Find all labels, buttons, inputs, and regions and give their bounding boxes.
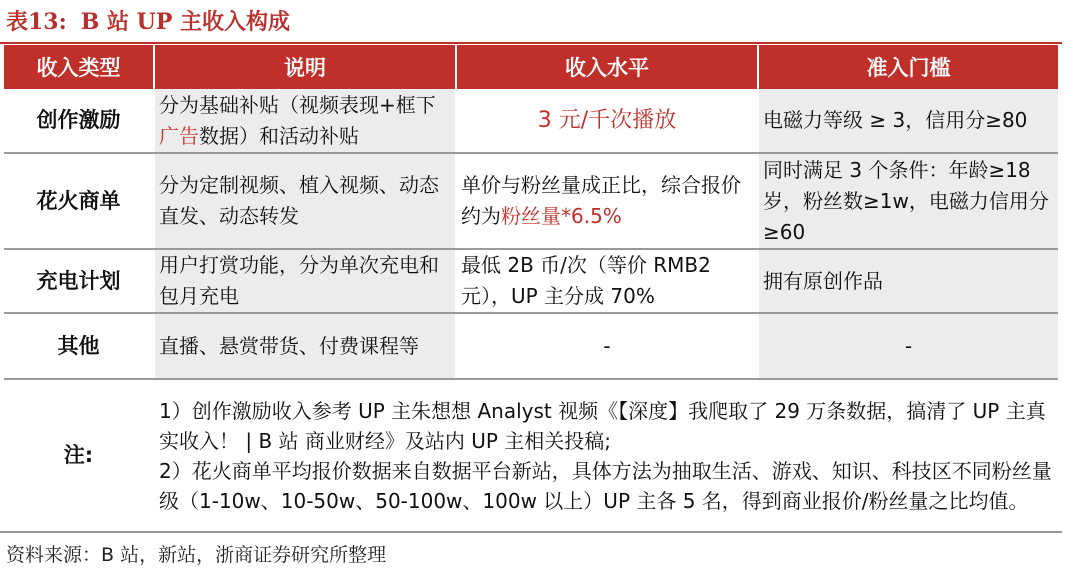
row-threshold: 拥有原创作品 <box>758 249 1058 313</box>
row-threshold: 同时满足 3 个条件：年龄≥18 岁，粉丝数≥1w，电磁力信用分≥60 <box>758 153 1058 249</box>
table-row <box>4 249 1058 313</box>
note-content <box>154 379 1058 531</box>
table-caption: B 站 UP 主收入构成 <box>80 9 291 35</box>
top-rule <box>0 42 1062 44</box>
desc-highlight: 广告 <box>159 123 199 148</box>
row-type: 其他 <box>4 313 154 379</box>
income-table <box>4 45 1058 531</box>
desc-text: 分为基础补贴（视频表现+框下 <box>159 92 436 117</box>
row-threshold: - <box>758 313 1058 379</box>
row-level: 最低 2B 币/次（等价 RMB2 元），UP 主分成 70% <box>456 249 758 313</box>
row-level: - <box>456 313 758 379</box>
header-threshold: 准入门槛 <box>758 45 1058 89</box>
row-type: 充电计划 <box>4 249 154 313</box>
level-text: 单价与粉丝量成正比，综合报价约为 <box>461 173 741 228</box>
level-highlight: 粉丝量*6.5% <box>501 204 622 228</box>
table-row <box>4 153 1058 249</box>
row-threshold: 电磁力等级 ≥ 3，信用分≥80 <box>758 89 1058 153</box>
note-row <box>4 379 1058 531</box>
row-type: 创作激励 <box>4 89 154 153</box>
bottom-rule <box>0 531 1062 533</box>
table-row <box>4 313 1058 379</box>
note-label: 注: <box>4 379 154 531</box>
table-title <box>6 4 290 40</box>
row-desc <box>154 89 456 153</box>
row-level <box>456 153 758 249</box>
source-note: 资料来源：B 站，新站，浙商证券研究所整理 <box>6 544 387 566</box>
table-row <box>4 89 1058 153</box>
header-row <box>4 45 1058 89</box>
note-line-2: 2）花火商单平均报价数据来自数据平台新站，具体方法为抽取生活、游戏、知识、科技区不同粉丝量级（1-10w、10-50w、50-100w、100w 以上）UP 主各 5 名，得到商业报价/粉丝量之比均值。 <box>159 458 1052 513</box>
note-line-1: 1）创作激励收入参考 UP 主朱想想 Analyst 视频《【深度】我爬取了 29 万条数据，搞清了 UP 主真实收入！ | B 站 商业财经》及站内 UP 主相关投稿; <box>159 398 1046 453</box>
row-desc: 直播、悬赏带货、付费课程等 <box>154 313 456 379</box>
header-level: 收入水平 <box>456 45 758 89</box>
row-desc: 分为定制视频、植入视频、动态直发、动态转发 <box>154 153 456 249</box>
row-level: 3 元/千次播放 <box>456 89 758 153</box>
desc-text: 数据）和活动补贴 <box>199 123 359 148</box>
header-desc: 说明 <box>154 45 456 89</box>
table-number: 表13: <box>6 9 67 35</box>
row-type: 花火商单 <box>4 153 154 249</box>
header-type: 收入类型 <box>4 45 154 89</box>
row-desc: 用户打赏功能，分为单次充电和包月充电 <box>154 249 456 313</box>
